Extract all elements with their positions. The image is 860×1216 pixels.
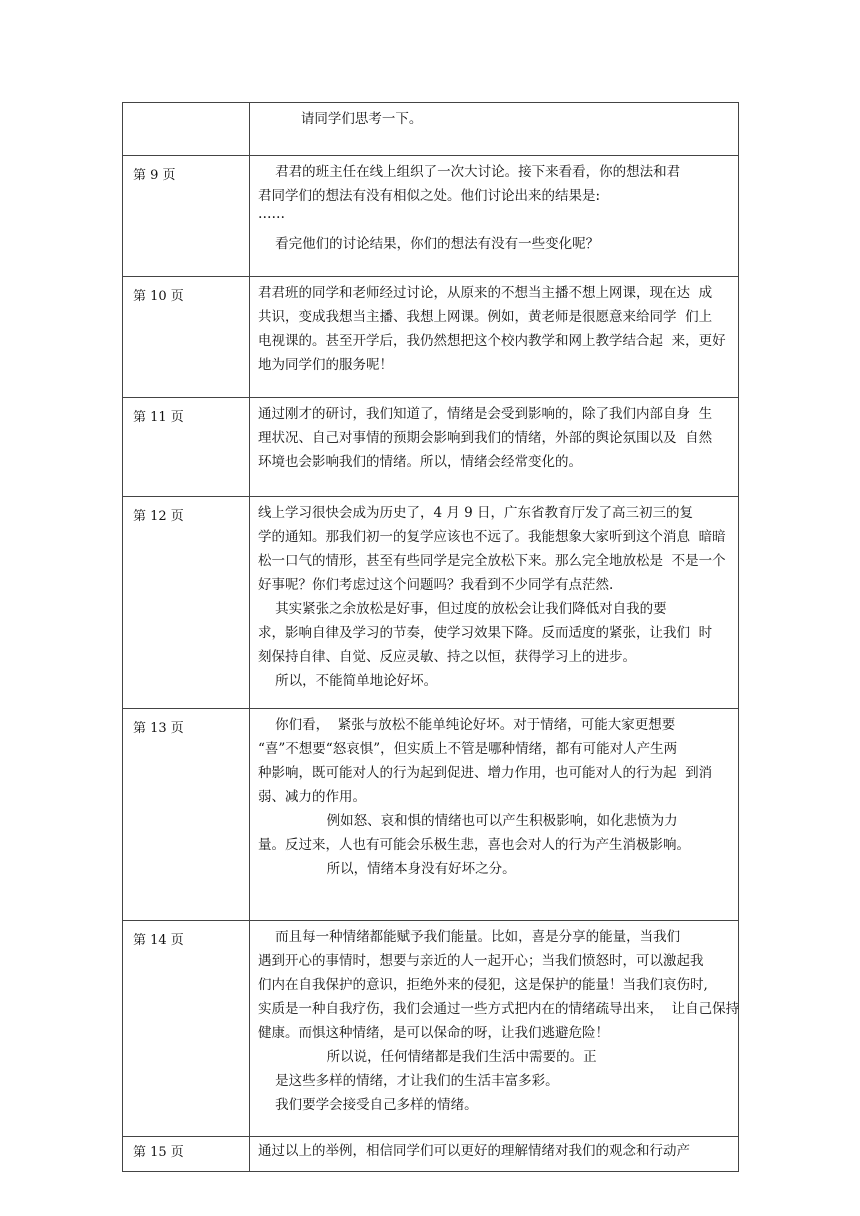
text-line: 实质是一种自我疗伤，我们会通过一些方式把内在的情绪疏导出来， 让自己保持 [258, 1001, 740, 1017]
page-label: 第 15 页 [123, 1137, 250, 1172]
table-row [123, 709, 739, 921]
text-line: 所以说，任何情绪都是我们生活中需要的。正 [258, 1049, 597, 1065]
text-line: 电视课的。甚至开学后，我仍然想把这个校内教学和网上教学结合起 来，更好 [258, 333, 726, 349]
text-line: 所以，情绪本身没有好坏之分。 [258, 861, 516, 877]
text-line: 通过刚才的研讨，我们知道了，情绪是会受到影响的，除了我们内部自身 生 [258, 406, 713, 422]
text-line: 是这些多样的情绪，才让我们的生活丰富多彩。 [258, 1073, 559, 1089]
lesson-table [122, 102, 739, 1172]
text-line: 们内在自我保护的意识，拒绝外来的侵犯，这是保护的能量！当我们哀伤时, [258, 977, 708, 993]
text-line: …… [258, 206, 285, 222]
text-line: 你们看， 紧张与放松不能单纯论好坏。对于情绪，可能大家更想要 [258, 717, 676, 733]
table-row [123, 1137, 739, 1172]
text-line: 请同学们思考一下。 [258, 111, 423, 127]
text-line: 而且每一种情绪都能赋予我们能量。比如，喜是分享的能量，当我们 [258, 929, 681, 945]
table-row [123, 103, 739, 156]
text-line: 所以，不能简单地论好坏。 [258, 673, 438, 689]
table-row [123, 156, 739, 277]
text-line: 君君班的同学和老师经过讨论，从原来的不想当主播不想上网课，现在达 成 [258, 285, 713, 301]
table-row [123, 497, 739, 709]
text-line: 例如怒、哀和惧的情绪也可以产生积极影响，如化悲愤为力 [258, 813, 678, 829]
page-label: 第 14 页 [123, 921, 250, 1137]
page-label: 第 12 页 [123, 497, 250, 709]
text-line: 其实紧张之余放松是好事，但过度的放松会让我们降低对自我的要 [258, 601, 667, 617]
text-line: 松一口气的情形，甚至有些同学是完全放松下来。那么完全地放松是 不是一个 [258, 553, 726, 569]
text-line: 环境也会影响我们的情绪。所以，情绪会经常变化的。 [258, 454, 582, 470]
text-line: 学的通知。那我们初一的复学应该也不远了。我能想象大家听到这个消息 暗暗 [258, 529, 726, 545]
page-content [250, 709, 739, 921]
text-line: 共识，变成我想当主播、我想上网课。例如，黄老师是很愿意来给同学 们上 [258, 309, 713, 325]
page-label: 第 10 页 [123, 277, 250, 398]
text-line: 种影响，既可能对人的行为起到促进、增力作用，也可能对人的行为起 到消 [258, 765, 713, 781]
text-line: 弱、减力的作用。 [258, 789, 366, 805]
text-line: 君同学们的想法有没有相似之处。他们讨论出来的结果是: [258, 188, 601, 204]
page-label: 第 13 页 [123, 709, 250, 921]
text-line: 量。反过来，人也有可能会乐极生悲，喜也会对人的行为产生消极影响。 [258, 837, 690, 853]
text-line: 线上学习很快会成为历史了，4 月 9 日，广东省教育厅发了高三初三的复 [258, 505, 694, 521]
page-content [250, 103, 739, 156]
page-label: 第 9 页 [123, 156, 250, 277]
page-content [250, 156, 739, 277]
text-line: 我们要学会接受自己多样的情绪。 [258, 1097, 478, 1113]
text-line: 好事呢？你们考虑过这个问题吗？我看到不少同学有点茫然. [258, 577, 614, 593]
text-line: 地为同学们的服务呢！ [258, 357, 393, 373]
text-line: 求，影响自律及学习的节奏，使学习效果下降。反而适度的紧张，让我们 时 [258, 625, 713, 641]
page-label: 第 11 页 [123, 398, 250, 497]
text-line: “喜”不想要“怒哀惧”，但实质上不管是哪种情绪，都有可能对人产生两 [258, 741, 678, 757]
text-line: 刻保持自律、自觉、反应灵敏、持之以恒，获得学习上的进步。 [258, 649, 636, 665]
table-row [123, 277, 739, 398]
text-line: 遇到开心的事情时，想要与亲近的人一起开心；当我们愤怒时，可以激起我 [258, 953, 704, 969]
text-line: 通过以上的举例，相信同学们可以更好的理解情绪对我们的观念和行动产 [258, 1143, 690, 1159]
page-content [250, 497, 739, 709]
page-content [250, 921, 739, 1137]
text-line: 健康。而惧这种情绪，是可以保命的呀，让我们逃避危险！ [258, 1025, 609, 1041]
page-content [250, 277, 739, 398]
page-label [123, 103, 250, 156]
text-line: 看完他们的讨论结果，你们的想法有没有一些变化呢？ [258, 236, 600, 252]
text-line: 理状况、自己对事情的预期会影响到我们的情绪，外部的舆论氛围以及 自然 [258, 430, 713, 446]
table-row [123, 398, 739, 497]
text-line: 君君的班主任在线上组织了一次大讨论。接下来看看，你的想法和君 [258, 164, 681, 180]
page-content [250, 398, 739, 497]
page-content [250, 1137, 739, 1172]
table-row [123, 921, 739, 1137]
